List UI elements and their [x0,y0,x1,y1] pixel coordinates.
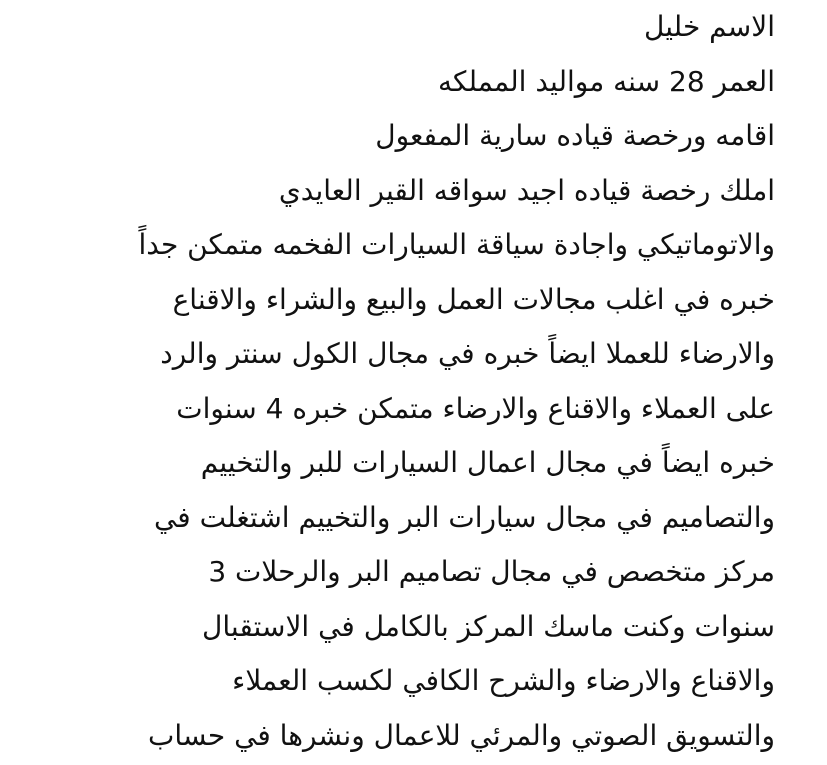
text-line-residence: اقامه ورخصة قياده سارية المفعول [375,119,775,152]
text-line-marketing: والتسويق الصوتي والمرئي للاعمال ونشرها في حساب [147,718,775,752]
text-line-age: العمر 28 سنه مواليد المملكه [438,64,775,98]
text-line-persuasion: والاقناع والارضاء والشرح الكافي لكسب العملاء [232,664,775,697]
text-line-center: مركز متخصص في مجال تصاميم البر والرحلات 3 [208,555,775,588]
text-line-designs: والتصاميم في مجال سيارات البر والتخييم اشتغلت في [153,500,775,534]
document-body [15,0,775,763]
text-line-experience: خبره في اغلب مجالات العمل والبيع والشراء والاقناع [172,282,775,316]
text-line-name: الاسم خليل [644,10,775,43]
text-line-call-center: والارضاء للعملا ايضاً خبره في مجال الكول سنتر والرد [160,337,775,370]
text-line-driving: والاتوماتيكي واجادة سياقة السيارات الفخمه متمكن جداً [138,228,775,261]
text-line-reception: سنوات وكنت ماسك المركز بالكامل في الاستقبال [202,609,775,643]
text-line-customers: على العملاء والاقناع والارضاء متمكن خبره 4 سنوات [176,391,775,425]
text-line-cars: خبره ايضاً في مجال اعمال السيارات للبر والتخييم [200,446,775,479]
text-line-license: املك رخصة قياده اجيد سواقه القير العايدي [278,173,775,207]
